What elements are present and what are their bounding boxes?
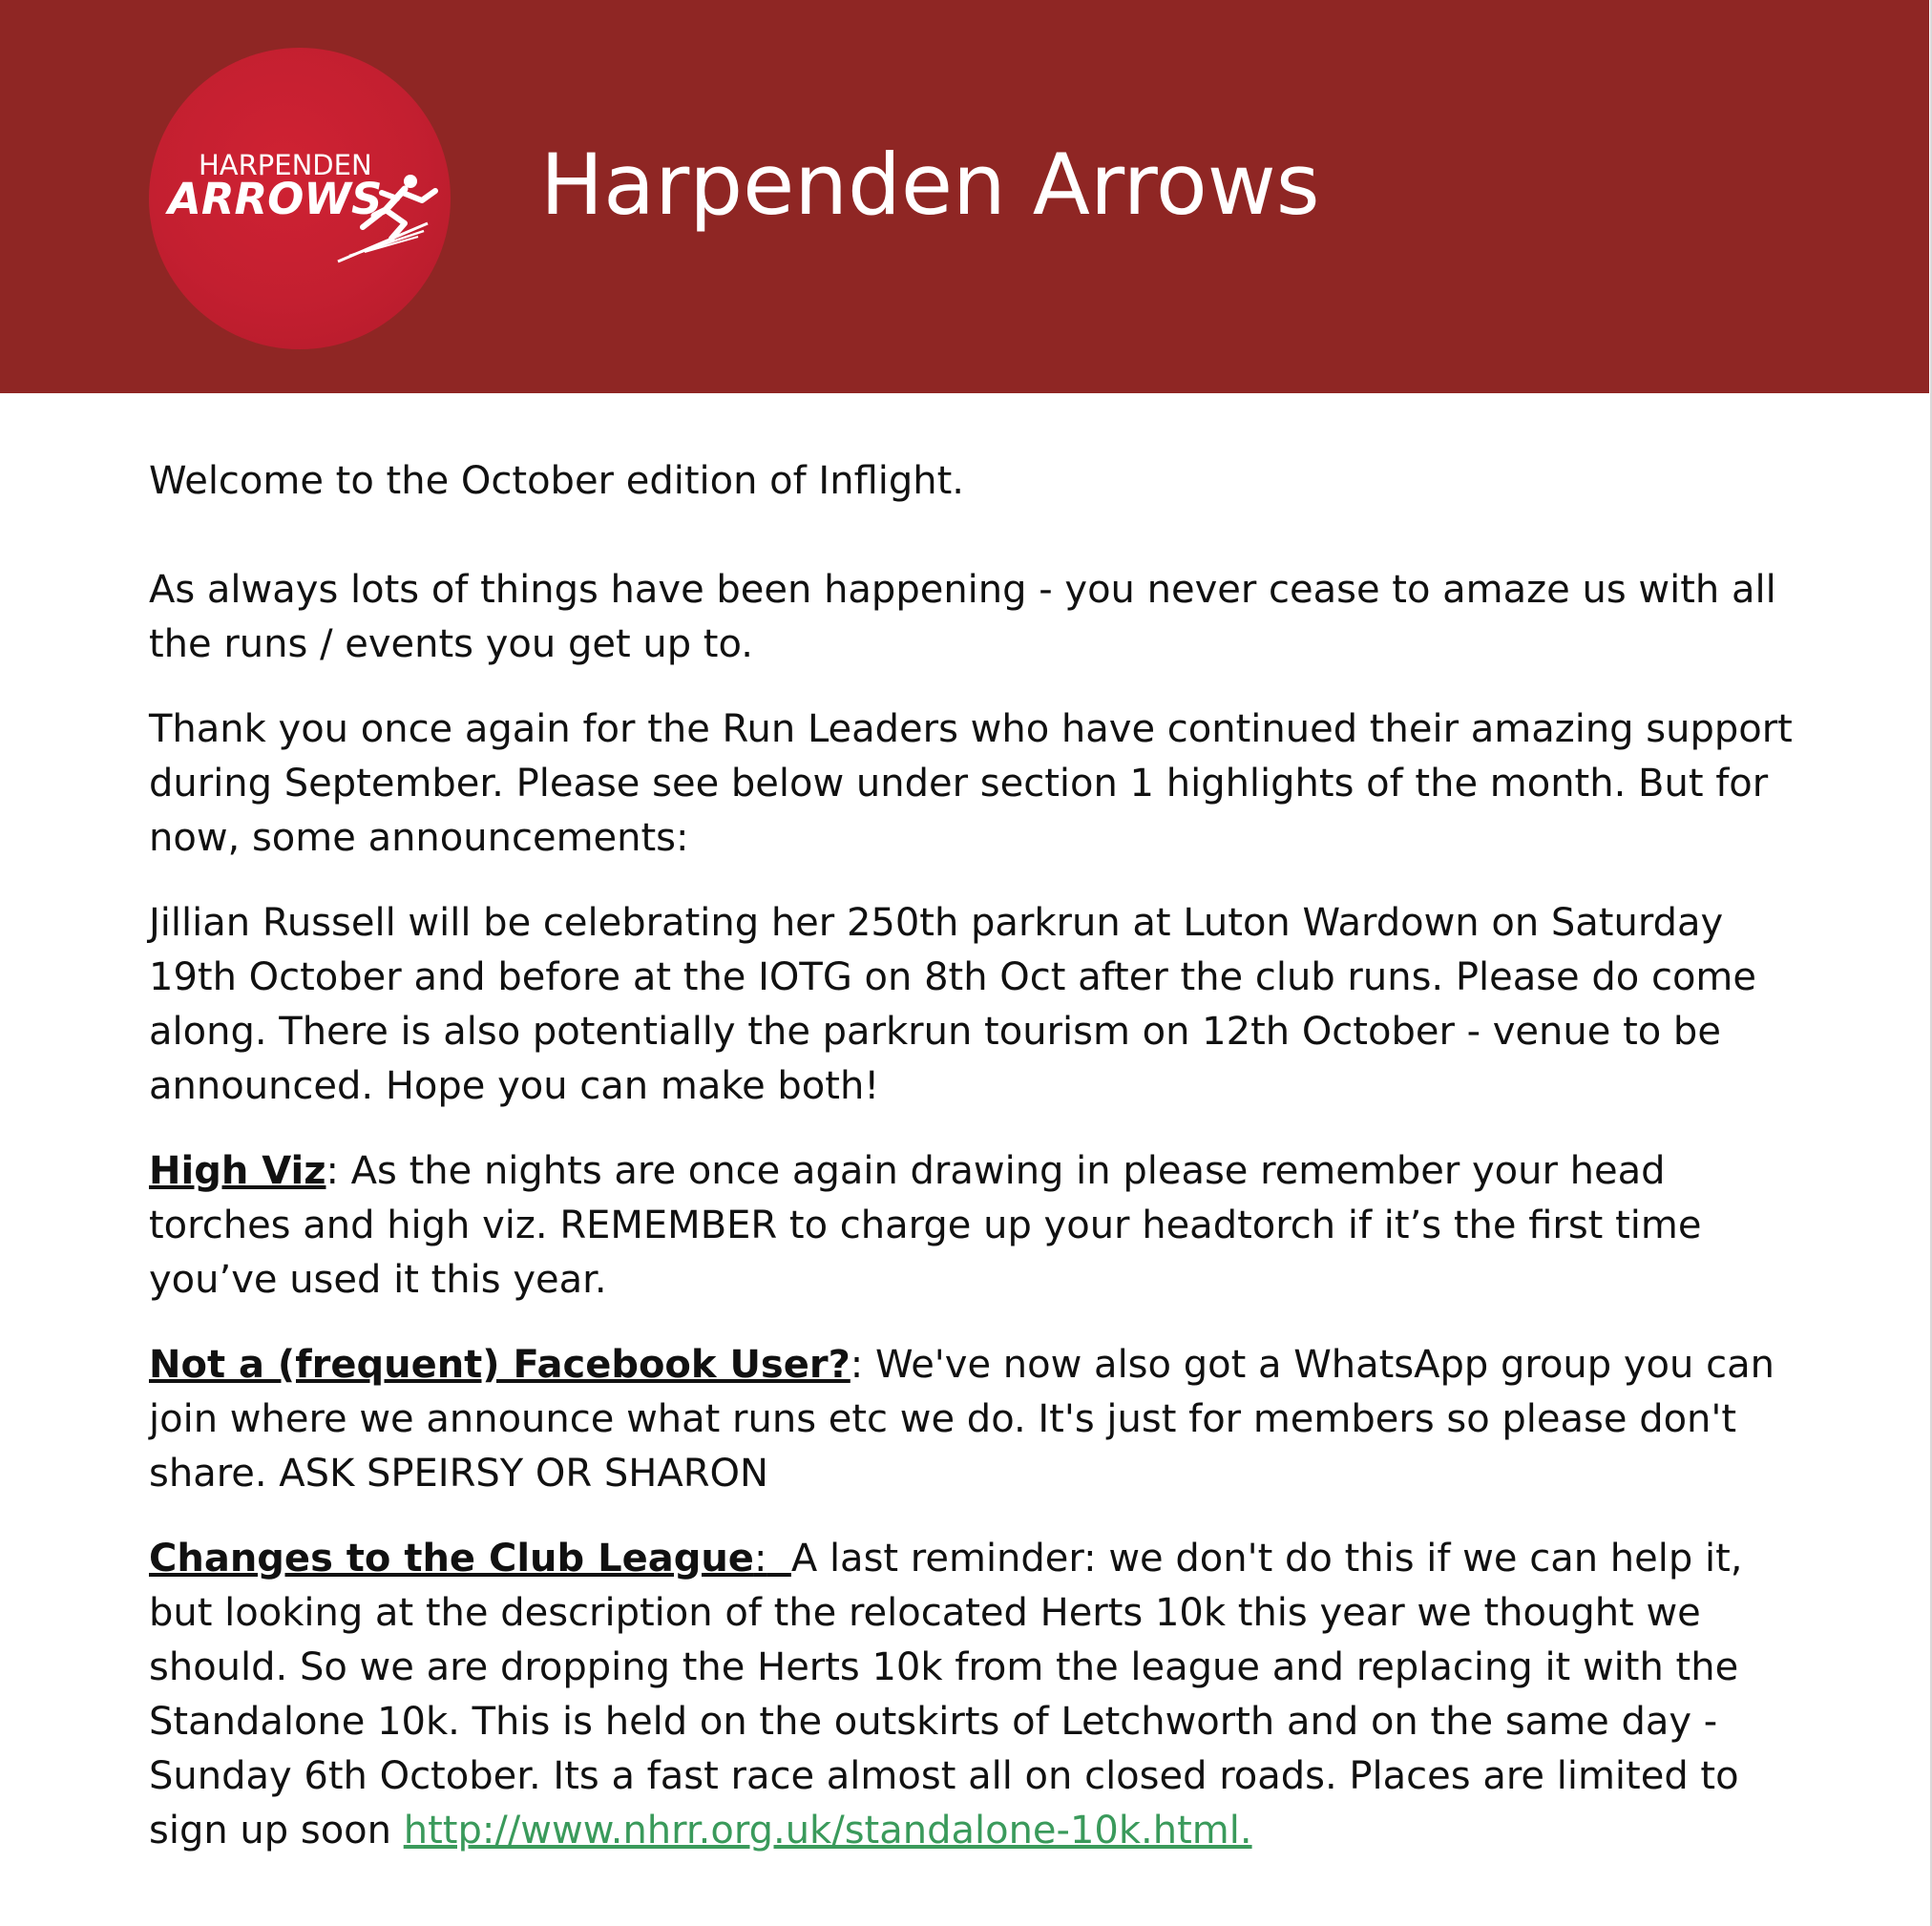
- high-viz-heading: High Viz: [149, 1149, 326, 1193]
- facebook-paragraph: [149, 1338, 1810, 1501]
- facebook-text: : We've now also got a WhatsApp group you can join where we announce what runs etc we do. It's just for members so please don't share. ASK SPEIRSY OR SHARON: [149, 1343, 1774, 1496]
- welcome-text: Welcome to the October edition of Inflight.: [149, 459, 965, 503]
- newsletter-body: [149, 454, 1810, 1889]
- run-leaders-paragraph: Thank you once again for the Run Leaders who have continued their amazing support during September. Please see below under section 1 highlights of the month. But for now, some announcements:: [149, 707, 1793, 860]
- high-viz-text: : As the nights are once again drawing in please remember your head torches and high viz. REMEMBER to charge up your headtorch if it’s the first time you’ve used it this year.: [149, 1149, 1702, 1302]
- header-banner: [0, 0, 1929, 393]
- standalone-10k-link[interactable]: http://www.nhrr.org.uk/standalone-10k.html.: [403, 1809, 1252, 1853]
- intro-paragraph: As always lots of things have been happening - you never cease to amaze us with all the runs / events you get up to.: [149, 568, 1776, 666]
- logo-text-line1: HARPENDEN: [199, 149, 372, 181]
- high-viz-paragraph: [149, 1144, 1810, 1308]
- club-logo: [149, 48, 451, 349]
- club-league-text: A last reminder: we don't do this if we can help it, but looking at the description of the relocated Herts 10k this year we thought we should. So we are dropping the Herts 10k from the league and replacing it with the Standalone 10k. This is held on the outskirts of Letchworth and on the same day - Sunday 6th October. Its a fast race almost all on closed roads. Places are limited to sign up soon: [149, 1537, 1743, 1853]
- club-league-heading: Changes to the Club League: [149, 1537, 754, 1581]
- club-league-colon: :: [753, 1537, 767, 1581]
- club-league-paragraph: [149, 1532, 1810, 1858]
- parkrun-paragraph: Jillian Russell will be celebrating her 250th parkrun at Luton Wardown on Saturday 19th October and before at the IOTG on 8th Oct after the club runs. Please do come along. There is also potentially the parkrun tourism on 12th October - venue to be announced. Hope you can make both!: [149, 901, 1756, 1108]
- club-league-gap: [766, 1537, 790, 1581]
- site-title: Harpenden Arrows: [540, 136, 1320, 234]
- logo-text-line2: ARROWS: [168, 174, 383, 224]
- runner-icon: [336, 168, 441, 263]
- facebook-heading: Not a (frequent) Facebook User?: [149, 1343, 850, 1387]
